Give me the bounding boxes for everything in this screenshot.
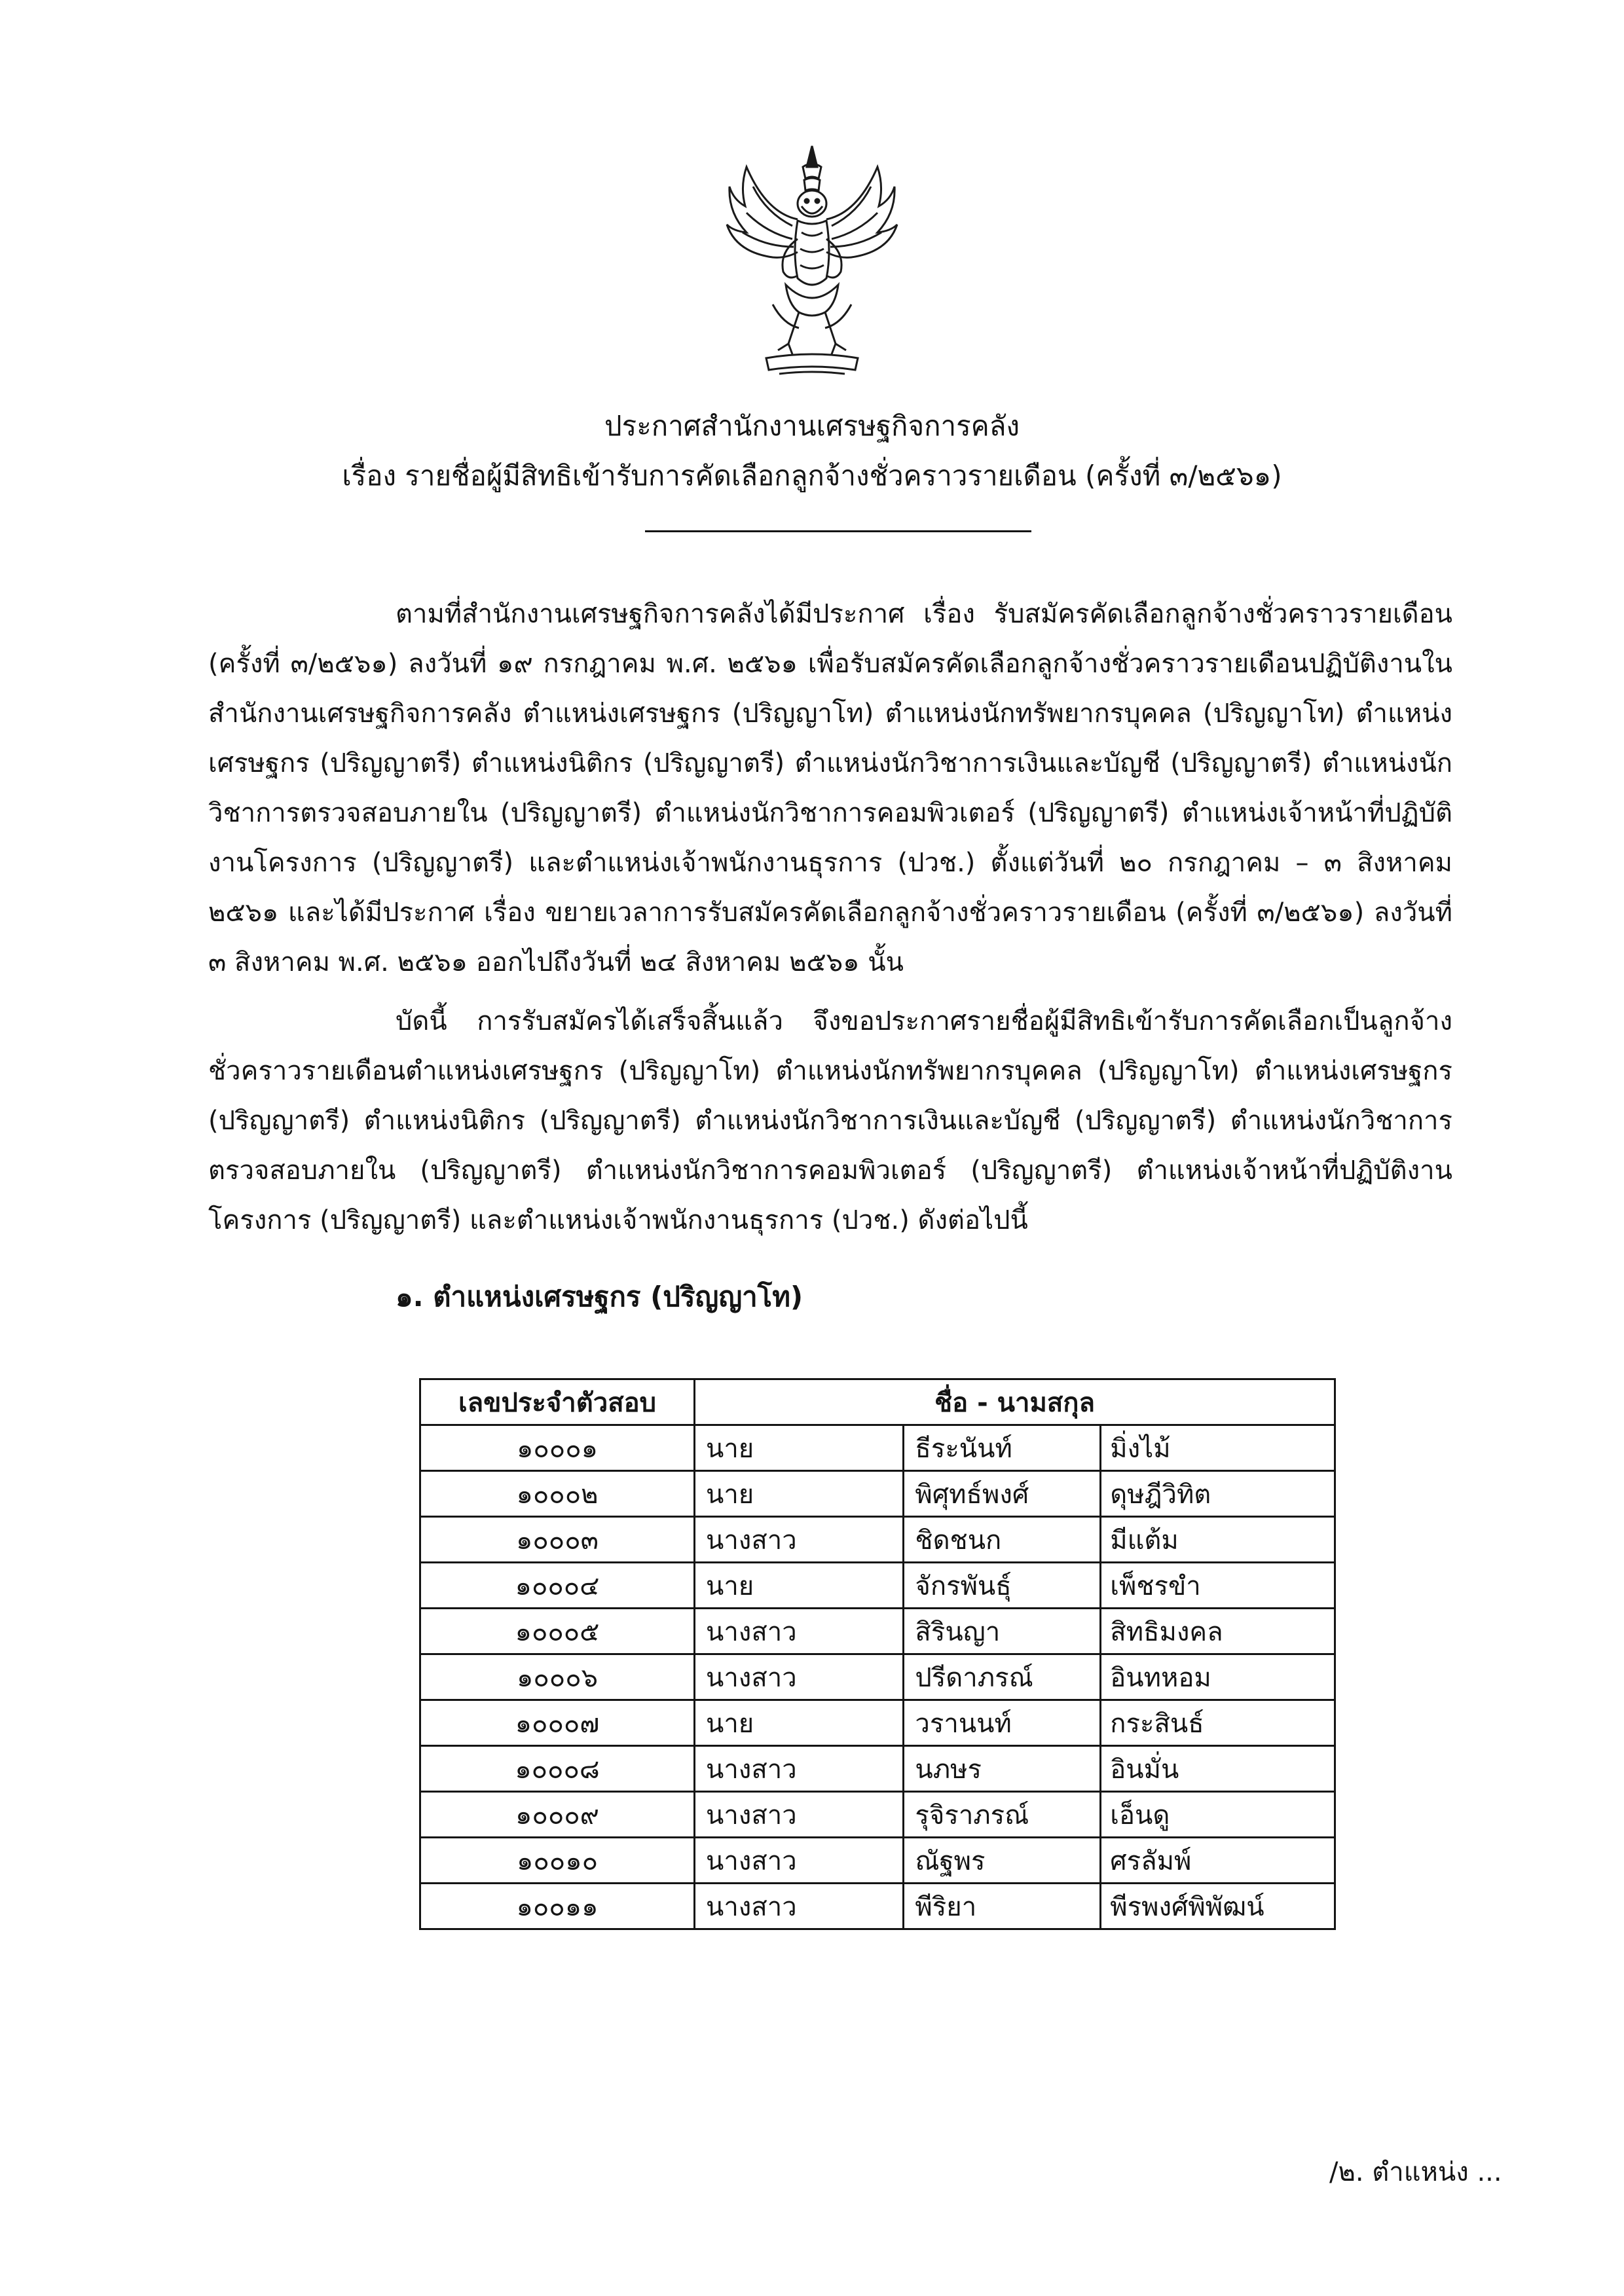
table-row	[420, 1654, 1335, 1700]
prefix-cell: นาย	[695, 1471, 904, 1517]
last-name-cell: มิ่งไม้	[1099, 1425, 1335, 1471]
prefix-cell: นางสาว	[695, 1609, 904, 1654]
first-name-cell: สิรินญา	[904, 1609, 1099, 1654]
first-name-cell: วรานนท์	[904, 1700, 1099, 1746]
exam-id-cell: ๑๐๐๐๗	[420, 1700, 695, 1746]
section-heading: ๑. ตำแหน่งเศรษฐกร (ปริญญาโท)	[396, 1281, 803, 1313]
first-name-cell: ณัฐพร	[904, 1838, 1099, 1884]
exam-id-cell: ๑๐๐๐๑	[420, 1425, 695, 1471]
first-name-cell: ธีระนันท์	[904, 1425, 1099, 1471]
paragraph-1-text: ตามที่สำนักงานเศรษฐกิจการคลังได้มีประกาศ เรื่อง รับสมัครคัดเลือกลูกจ้างชั่วคราวรายเดือน (ครั้งที่ ๓/๒๕๖๑) ลงวันที่ ๑๙ กรกฎาคม พ.ศ. ๒๕๖๑ เพื่อรับสมัครคัดเลือกลูกจ้างชั่วคราวรายเดือนปฏิบัติงานในสำนักงานเศรษฐกิจการคลัง ตำแหน่งเศรษฐกร (ปริญญาโท) ตำแหน่งนักทรัพยากรบุคคล (ปริญญาโท) ตำแหน่งเศรษฐกร (ปริญญาตรี) ตำแหน่งนิติกร (ปริญญาตรี) ตำแหน่งนักวิชาการเงินและบัญชี (ปริญญาตรี) ตำแหน่งนักวิชาการตรวจสอบภายใน (ปริญญาตรี) ตำแหน่งนักวิชาการคอมพิวเตอร์ (ปริญญาตรี) ตำแหน่งเจ้าหน้าที่ปฏิบัติงานโครงการ (ปริญญาตรี) และตำแหน่งเจ้าพนักงานธุรการ (ปวช.) ตั้งแต่วันที่ ๒๐ กรกฎาคม – ๓ สิงหาคม ๒๕๖๑ และได้มีประกาศ เรื่อง ขยายเวลาการรับสมัครคัดเลือกลูกจ้างชั่วคราวรายเดือน (ครั้งที่ ๓/๒๕๖๑) ลงวันที่ ๓ สิงหาคม พ.ศ. ๒๕๖๑ ออกไปถึงวันที่ ๒๔ สิงหาคม ๒๕๖๑ นั้น	[208, 599, 1452, 977]
table-row	[420, 1471, 1335, 1517]
exam-id-cell: ๑๐๐๑๐	[420, 1838, 695, 1884]
last-name-cell: มีแต้ม	[1099, 1517, 1335, 1563]
first-name-cell: ชิดชนก	[904, 1517, 1099, 1563]
paragraph-2-text: บัดนี้ การรับสมัครได้เสร็จสิ้นแล้ว จึงขอประกาศรายชื่อผู้มีสิทธิเข้ารับการคัดเลือกเป็นลูกจ้างชั่วคราวรายเดือนตำแหน่งเศรษฐกร (ปริญญาโท) ตำแหน่งนักทรัพยากรบุคคล (ปริญญาโท) ตำแหน่งเศรษฐกร (ปริญญาตรี) ตำแหน่งนิติกร (ปริญญาตรี) ตำแหน่งนักวิชาการเงินและบัญชี (ปริญญาตรี) ตำแหน่งนักวิชาการตรวจสอบภายใน (ปริญญาตรี) ตำแหน่งนักวิชาการคอมพิวเตอร์ (ปริญญาตรี) ตำแหน่งเจ้าหน้าที่ปฏิบัติงานโครงการ (ปริญญาตรี) และตำแหน่งเจ้าพนักงานธุรการ (ปวช.) ดังต่อไปนี้	[208, 1006, 1452, 1235]
last-name-cell: สิทธิมงคล	[1099, 1609, 1335, 1654]
exam-id-cell: ๑๐๐๑๑	[420, 1884, 695, 1929]
body-paragraph-2	[208, 996, 1452, 1245]
exam-id-cell: ๑๐๐๐๘	[420, 1746, 695, 1792]
table-header-row	[420, 1379, 1335, 1425]
prefix-cell: นาย	[695, 1425, 904, 1471]
table-row	[420, 1884, 1335, 1929]
announcement-subject: เรื่อง รายชื่อผู้มีสิทธิเข้ารับการคัดเลือกลูกจ้างชั่วคราวรายเดือน (ครั้งที่ ๓/๒๕๖๑)	[342, 460, 1282, 492]
title-divider	[645, 530, 1031, 532]
last-name-cell: เอ็นดู	[1099, 1792, 1335, 1838]
table-row	[420, 1425, 1335, 1471]
body-paragraph-1	[208, 589, 1452, 987]
prefix-cell: นางสาว	[695, 1517, 904, 1563]
table-row	[420, 1792, 1335, 1838]
last-name-cell: อินมั่น	[1099, 1746, 1335, 1792]
table-row	[420, 1609, 1335, 1654]
last-name-cell: ศรลัมพ์	[1099, 1838, 1335, 1884]
exam-id-cell: ๑๐๐๐๕	[420, 1609, 695, 1654]
first-name-cell: รุจิราภรณ์	[904, 1792, 1099, 1838]
table-row	[420, 1700, 1335, 1746]
exam-id-cell: ๑๐๐๐๓	[420, 1517, 695, 1563]
exam-id-cell: ๑๐๐๐๖	[420, 1654, 695, 1700]
prefix-cell: นางสาว	[695, 1884, 904, 1929]
table-row	[420, 1517, 1335, 1563]
exam-id-cell: ๑๐๐๐๔	[420, 1563, 695, 1609]
first-name-cell: พีริยา	[904, 1884, 1099, 1929]
first-name-cell: ปรีดาภรณ์	[904, 1654, 1099, 1700]
announcement-title: ประกาศสำนักงานเศรษฐกิจการคลัง	[604, 410, 1020, 442]
first-name-cell: นภษร	[904, 1746, 1099, 1792]
prefix-cell: นางสาว	[695, 1746, 904, 1792]
last-name-cell: เพ็ชรขำ	[1099, 1563, 1335, 1609]
last-name-cell: ดุษฎีวิทิต	[1099, 1471, 1335, 1517]
header-full-name: ชื่อ - นามสกุล	[695, 1379, 1335, 1425]
last-name-cell: พีรพงศ์พิพัฒน์	[1099, 1884, 1335, 1929]
first-name-cell: พิศุทธ์พงศ์	[904, 1471, 1099, 1517]
header-exam-id: เลขประจำตัวสอบ	[420, 1379, 695, 1425]
table-row	[420, 1838, 1335, 1884]
first-name-cell: จักรพันธุ์	[904, 1563, 1099, 1609]
table-row	[420, 1746, 1335, 1792]
page-continuation-note: /๒. ตำแหน่ง ...	[1329, 2157, 1502, 2187]
prefix-cell: นาย	[695, 1700, 904, 1746]
candidate-table	[419, 1378, 1336, 1930]
exam-id-cell: ๑๐๐๐๙	[420, 1792, 695, 1838]
table-row	[420, 1563, 1335, 1609]
last-name-cell: กระสินธ์	[1099, 1700, 1335, 1746]
exam-id-cell: ๑๐๐๐๒	[420, 1471, 695, 1517]
last-name-cell: อินทหอม	[1099, 1654, 1335, 1700]
garuda-emblem-icon	[720, 141, 904, 383]
prefix-cell: นางสาว	[695, 1838, 904, 1884]
prefix-cell: นาย	[695, 1563, 904, 1609]
prefix-cell: นางสาว	[695, 1792, 904, 1838]
prefix-cell: นางสาว	[695, 1654, 904, 1700]
